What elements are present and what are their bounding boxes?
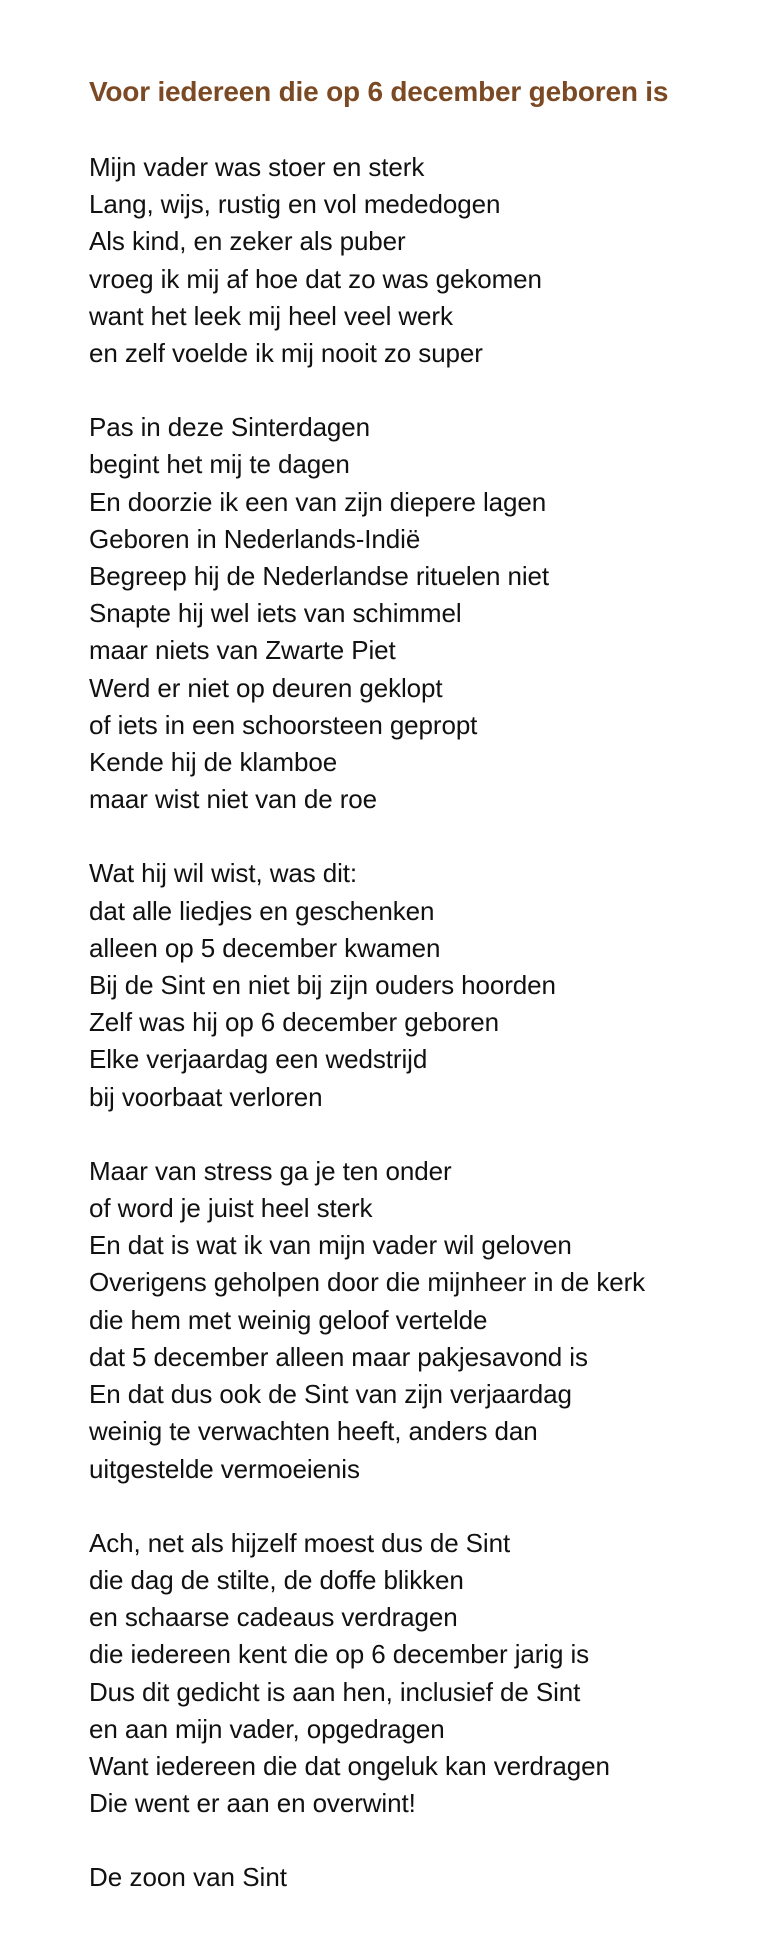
- poem-line: die iedereen kent die op 6 december jarig is: [89, 1639, 590, 1670]
- poem-line: En dat dus ook de Sint van zijn verjaardag: [89, 1379, 572, 1410]
- poem-line: Bij de Sint en niet bij zijn ouders hoorden: [89, 970, 556, 1001]
- poem-stanza: [89, 1525, 749, 1823]
- poem-line: en schaarse cadeaus verdragen: [89, 1602, 458, 1633]
- poem-line: Want iedereen die dat ongeluk kan verdragen: [89, 1750, 610, 1781]
- poem-line: Lang, wijs, rustig en vol mededogen: [89, 189, 501, 220]
- poem-line: dat 5 december alleen maar pakjesavond is: [89, 1341, 588, 1372]
- poem-line: die dag de stilte, de doffe blikken: [89, 1564, 464, 1595]
- poem-line: Elke verjaardag een wedstrijd: [89, 1044, 428, 1075]
- poem-line: Kende hij de klamboe: [89, 747, 338, 778]
- poem-line: en zelf voelde ik mij nooit zo super: [89, 338, 483, 369]
- poem-line: want het leek mij heel veel werk: [89, 300, 453, 331]
- poem-line: Zelf was hij op 6 december geboren: [89, 1007, 499, 1038]
- poem-line: maar wist niet van de roe: [89, 784, 377, 815]
- poem-line: En doorzie ik een van zijn diepere lagen: [89, 486, 547, 517]
- poem-line: of iets in een schoorsteen gepropt: [89, 709, 478, 740]
- poem-line: Pas in deze Sinterdagen: [89, 412, 371, 443]
- poem-line: maar niets van Zwarte Piet: [89, 635, 396, 666]
- poem-line: weinig te verwachten heeft, anders dan: [89, 1416, 538, 1447]
- poem-title: Voor iedereen die op 6 december geboren is: [89, 76, 669, 107]
- poem-line: Ach, net als hijzelf moest dus de Sint: [89, 1527, 511, 1558]
- poem-stanza: [89, 149, 749, 372]
- poem-line: Werd er niet op deuren geklopt: [89, 672, 443, 703]
- poem-line: Wat hij wil wist, was dit:: [89, 858, 358, 889]
- poem-line: Maar van stress ga je ten onder: [89, 1155, 452, 1186]
- poem-line: en aan mijn vader, opgedragen: [89, 1713, 445, 1744]
- poem-line: Snapte hij wel iets van schimmel: [89, 598, 462, 629]
- poem-stanza: [89, 855, 749, 1115]
- poem-stanza: [89, 1153, 749, 1488]
- poem-line: dat alle liedjes en geschenken: [89, 895, 435, 926]
- poem-line: En dat is wat ik van mijn vader wil geloven: [89, 1230, 572, 1261]
- poem-document: [89, 70, 749, 1897]
- poem-line: Die went er aan en overwint!: [89, 1788, 416, 1819]
- poem-line: bij voorbaat verloren: [89, 1081, 323, 1112]
- poem-line: Dus dit gedicht is aan hen, inclusief de Sint: [89, 1676, 581, 1707]
- poem-line: die hem met weinig geloof vertelde: [89, 1304, 488, 1335]
- poem-line: Geboren in Nederlands-Indië: [89, 523, 421, 554]
- poem-line: Als kind, en zeker als puber: [89, 226, 406, 257]
- poem-body: [89, 149, 749, 1822]
- poem-line: Overigens geholpen door die mijnheer in de kerk: [89, 1267, 646, 1298]
- poem-line: alleen op 5 december kwamen: [89, 932, 441, 963]
- poem-line: uitgestelde vermoeienis: [89, 1453, 360, 1484]
- poem-stanza: [89, 409, 749, 818]
- poem-line: Begreep hij de Nederlandse rituelen niet: [89, 561, 549, 592]
- poem-line: of word je juist heel sterk: [89, 1193, 373, 1224]
- poem-signature: De zoon van Sint: [89, 1862, 288, 1893]
- poem-line: Mijn vader was stoer en sterk: [89, 152, 425, 182]
- poem-line: begint het mij te dagen: [89, 449, 350, 480]
- poem-line: vroeg ik mij af hoe dat zo was gekomen: [89, 263, 542, 294]
